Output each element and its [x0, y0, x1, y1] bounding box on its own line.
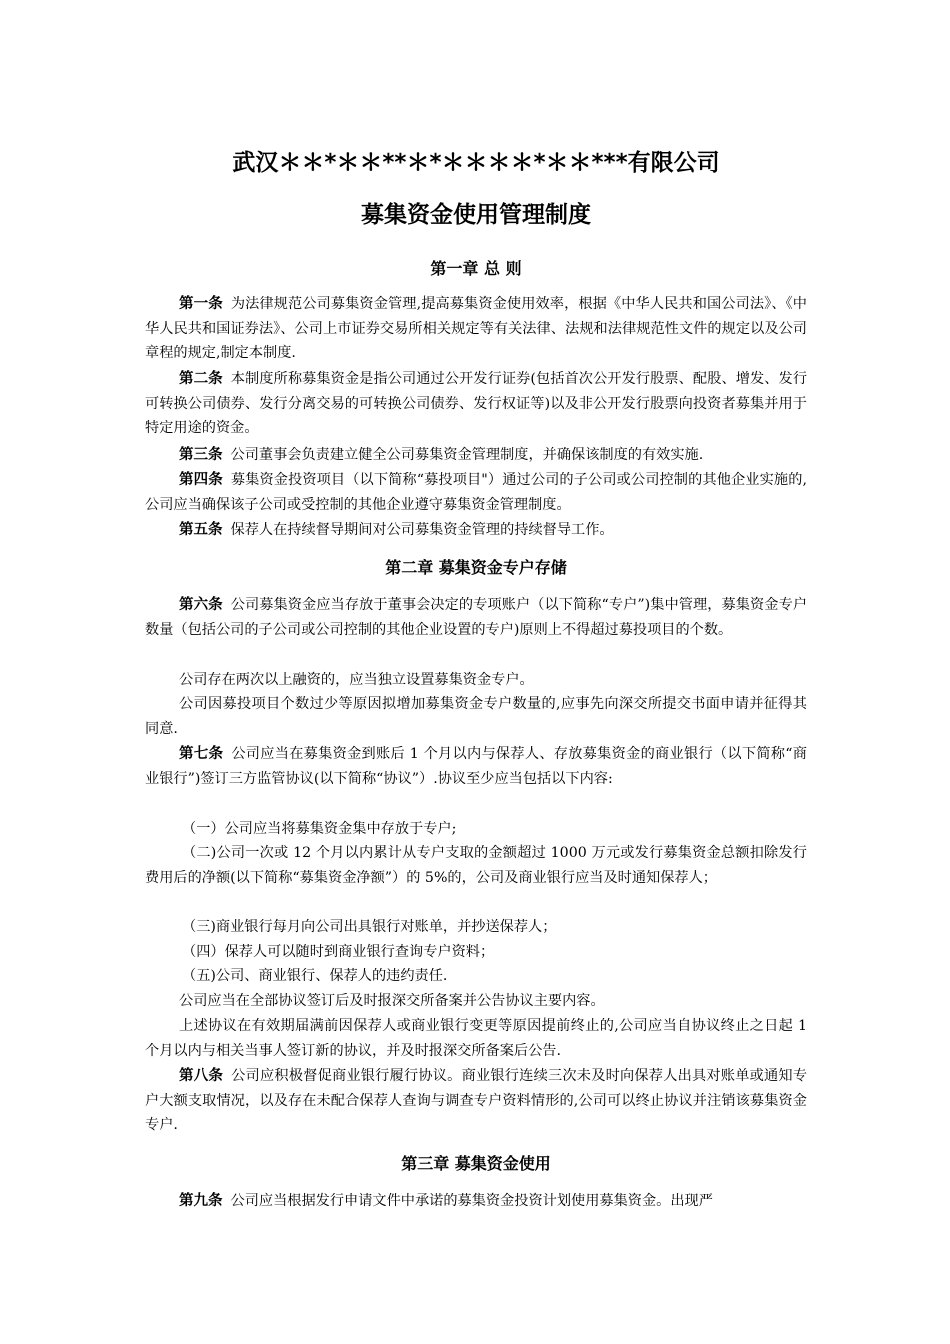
article-3-label: 第三条: [179, 447, 223, 463]
article-6-paragraph-2: 公司存在两次以上融资的，应当独立设置募集资金专户。: [179, 672, 534, 688]
article-7-item-5: （五)公司、商业银行、保荐人的违约责任.: [182, 968, 448, 984]
article-9-text: 公司应当根据发行申请文件中承诺的募集资金投资计划使用募集资金。出现严: [230, 1193, 713, 1209]
article-6-paragraph-3: 公司因募投项目个数过少等原因拟增加募集资金专户数量的,应事先向深交所提交书面申请并征得其同意.: [145, 696, 807, 737]
article-9-label: 第九条: [179, 1193, 223, 1209]
article-7: [145, 742, 807, 791]
article-3-text: 公司董事会负责建立健全公司募集资金管理制度，并确保该制度的有效实施.: [230, 447, 704, 463]
article-4-text: 募集资金投资项目（以下简称“募投项目"）通过公司的子公司或公司控制的其他企业实施的,公司应当确保该子公司或受控制的其他企业遵守募集资金管理制度。: [145, 472, 808, 513]
article-4: [145, 468, 807, 517]
article-7-item-4: （四）保荐人可以随时到商业银行查询专户资料；: [182, 944, 495, 960]
article-6-label: 第六条: [179, 597, 223, 613]
article-9: [145, 1189, 807, 1214]
chapter-2-heading: 第二章 募集资金专户存储: [385, 558, 567, 577]
article-2-label: 第二条: [179, 371, 223, 387]
article-5-text: 保荐人在持续督导期间对公司募集资金管理的持续督导工作。: [230, 522, 614, 538]
article-2-text: 本制度所称募集资金是指公司通过公开发行证券(包括首次公开发行股票、配股、增发、发行可转换公司债券、发行分离交易的可转换公司债券、发行权证等)以及非公开发行股票向投资者募集并用于特定用途的资金。: [145, 371, 808, 436]
article-1: [145, 292, 807, 366]
article-7-item-1: （一）公司应当将募集资金集中存放于专户;: [182, 821, 457, 837]
article-7-label: 第七条: [179, 746, 224, 762]
article-7-item-3: （三)商业银行每月向公司出具银行对账单，并抄送保荐人；: [182, 919, 557, 935]
chapter-3-heading: 第三章 募集资金使用: [401, 1154, 551, 1173]
document-title: 募集资金使用管理制度: [361, 202, 591, 228]
article-7-paragraph-2: 公司应当在全部协议签订后及时报深交所备案并公告协议主要内容。: [179, 993, 605, 1009]
article-1-text: 为法律规范公司募集资金管理,提高募集资金使用效率，根据《中华人民共和国公司法》、《中华人民共和国证券法》、公司上市证券交易所相关规定等有关法律、法规和法律规范性文件的规定以及公司章程的规定,制定本制度.: [145, 296, 807, 361]
article-7-item-2: （二)公司一次或 12 个月以内累计从专户支取的金额超过 1000 万元或发行募集资金总额扣除发行费用后的净额(以下简称“募集资金净额”）的 5%的，公司及商业银行应当及时通知保荐人；: [145, 845, 807, 886]
article-8-label: 第八条: [179, 1068, 224, 1084]
article-2: [145, 367, 807, 441]
article-6-text: 公司募集资金应当存放于董事会决定的专项账户（以下简称“专户”)集中管理，募集资金专户数量（包括公司的子公司或公司控制的其他企业设置的专户)原则上不得超过募投项目的个数。: [145, 597, 808, 638]
company-title: 武汉＊＊*＊＊**＊*＊＊＊＊*＊＊***有限公司: [232, 150, 720, 176]
article-7-text: 公司应当在募集资金到账后 1 个月以内与保荐人、存放募集资金的商业银行（以下简称“商业银行”)签订三方监管协议(以下简称“协议”）.协议至少应当包括以下内容:: [145, 746, 807, 787]
article-8: [145, 1064, 807, 1138]
article-8-text: 公司应积极督促商业银行履行协议。商业银行连续三次未及时向保荐人出具对账单或通知专户大额支取情况，以及存在未配合保荐人查询与调查专户资料情形的,公司可以终止协议并注销该募集资金专户.: [145, 1068, 808, 1133]
article-3: [145, 443, 807, 468]
article-5-label: 第五条: [179, 522, 223, 538]
article-5: [145, 518, 807, 543]
article-4-label: 第四条: [179, 472, 223, 488]
article-1-label: 第一条: [179, 296, 223, 312]
article-6: [145, 593, 807, 642]
article-7-paragraph-3: 上述协议在有效期届满前因保荐人或商业银行变更等原因提前终止的,公司应当自协议终止之日起 1 个月以内与相关当事人签订新的协议，并及时报深交所备案后公告.: [145, 1018, 807, 1059]
chapter-1-heading: 第一章 总 则: [430, 259, 522, 278]
